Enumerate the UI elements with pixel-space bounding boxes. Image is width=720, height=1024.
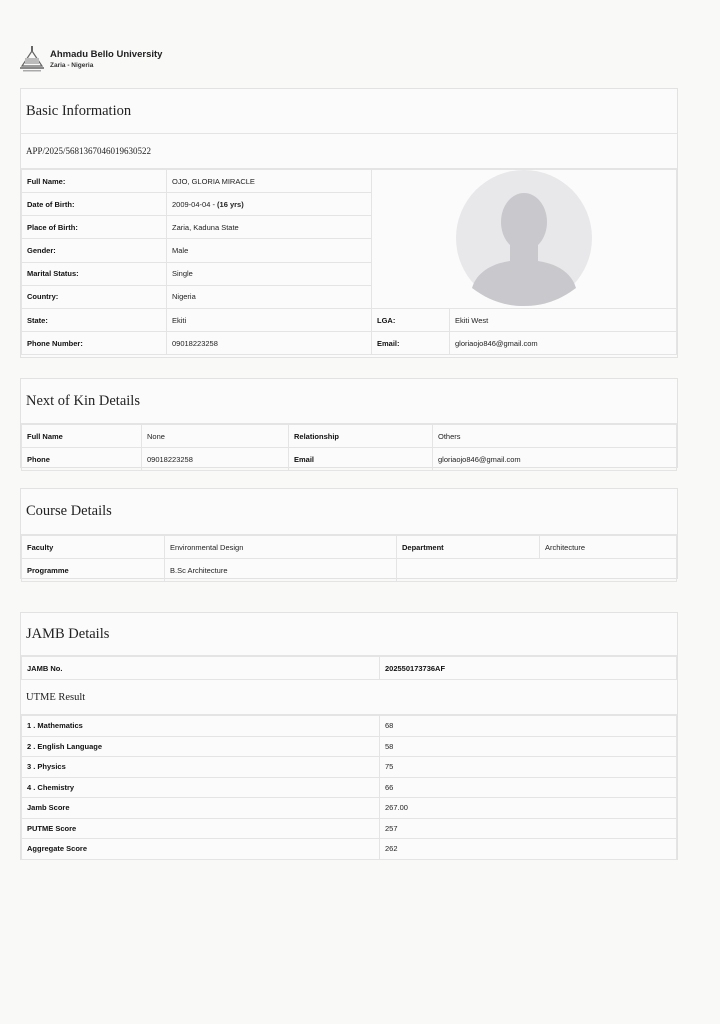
field-label: Programme	[22, 559, 165, 582]
field-label: Phone	[22, 448, 142, 471]
table-row	[22, 818, 677, 839]
table-row	[22, 309, 677, 332]
next-of-kin-table	[21, 424, 677, 471]
utme-result-title: UTME Result	[26, 691, 86, 703]
field-label: LGA:	[372, 309, 450, 332]
department-value: Architecture	[540, 536, 677, 559]
place-of-birth-value: Zaria, Kaduna State	[167, 216, 372, 239]
field-label: Full Name:	[22, 170, 167, 193]
table-row	[22, 757, 677, 778]
kin-email-value: gloriaojo846@gmail.com	[433, 448, 677, 471]
basic-info-table	[21, 169, 677, 355]
section-title: Course Details	[26, 503, 112, 519]
score-value: 66	[380, 777, 677, 798]
score-value: 257	[380, 818, 677, 839]
kin-full-name-value: None	[142, 425, 289, 448]
photo-cell	[372, 170, 677, 309]
kin-phone-value: 09018223258	[142, 448, 289, 471]
empty-cell	[397, 559, 677, 582]
full-name-value: OJO, GLORIA MIRACLE	[167, 170, 372, 193]
marital-status-value: Single	[167, 262, 372, 285]
score-value: 58	[380, 736, 677, 757]
table-row	[22, 332, 677, 355]
university-name: Ahmadu Bello University	[50, 49, 163, 60]
field-label: Country:	[22, 285, 167, 308]
application-number: APP/2025/5681367046019630522	[26, 146, 152, 156]
subject-label: Jamb Score	[22, 798, 380, 819]
field-label: Date of Birth:	[22, 193, 167, 216]
table-row	[22, 170, 677, 193]
field-label: Gender:	[22, 239, 167, 262]
table-row	[22, 736, 677, 757]
programme-value: B.Sc Architecture	[165, 559, 397, 582]
basic-information-section	[20, 88, 678, 358]
course-details-table	[21, 535, 677, 582]
jamb-number-table	[21, 656, 677, 680]
date-of-birth-value	[167, 193, 372, 216]
subject-label: Aggregate Score	[22, 839, 380, 860]
field-label: Email:	[372, 332, 450, 355]
subject-label: 4 . Chemistry	[22, 777, 380, 798]
table-row	[22, 448, 677, 471]
table-row	[22, 536, 677, 559]
email-value: gloriaojo846@gmail.com	[450, 332, 677, 355]
jamb-details-section	[20, 612, 678, 860]
course-details-section	[20, 488, 678, 579]
table-row	[22, 716, 677, 737]
field-label: Phone Number:	[22, 332, 167, 355]
lga-value: Ekiti West	[450, 309, 677, 332]
field-label: Full Name	[22, 425, 142, 448]
utme-result-table	[21, 715, 677, 860]
university-header	[20, 46, 162, 72]
subject-label: PUTME Score	[22, 818, 380, 839]
section-title: JAMB Details	[26, 625, 110, 642]
university-location: Zaria - Nigeria	[50, 62, 94, 69]
table-row	[22, 657, 677, 680]
next-of-kin-section	[20, 378, 678, 468]
field-label: Relationship	[289, 425, 433, 448]
section-title: Next of Kin Details	[26, 392, 140, 409]
profile-avatar-icon	[456, 170, 592, 306]
state-value: Ekiti	[167, 309, 372, 332]
jamb-number-value: 202550173736AF	[380, 657, 677, 680]
gender-value: Male	[167, 239, 372, 262]
subject-label: 3 . Physics	[22, 757, 380, 778]
kin-relationship-value: Others	[433, 425, 677, 448]
field-label: Faculty	[22, 536, 165, 559]
dob-age: (16 yrs)	[217, 199, 244, 209]
table-row	[22, 425, 677, 448]
field-label: State:	[22, 309, 167, 332]
table-row	[22, 559, 677, 582]
field-label: Marital Status:	[22, 262, 167, 285]
country-value: Nigeria	[167, 285, 372, 308]
score-value: 262	[380, 839, 677, 860]
table-row	[22, 777, 677, 798]
table-row	[22, 798, 677, 819]
score-value: 68	[380, 716, 677, 737]
subject-label: 1 . Mathematics	[22, 716, 380, 737]
subject-label: 2 . English Language	[22, 736, 380, 757]
section-title: Basic Information	[26, 102, 132, 119]
score-value: 75	[380, 757, 677, 778]
field-label: JAMB No.	[22, 657, 380, 680]
faculty-value: Environmental Design	[165, 536, 397, 559]
field-label: Place of Birth:	[22, 216, 167, 239]
field-label: Department	[397, 536, 540, 559]
score-value: 267.00	[380, 798, 677, 819]
phone-number-value: 09018223258	[167, 332, 372, 355]
field-label: Email	[289, 448, 433, 471]
dob-date: 2009-04-04 -	[172, 199, 218, 209]
table-row	[22, 839, 677, 860]
university-logo-icon	[20, 46, 44, 72]
